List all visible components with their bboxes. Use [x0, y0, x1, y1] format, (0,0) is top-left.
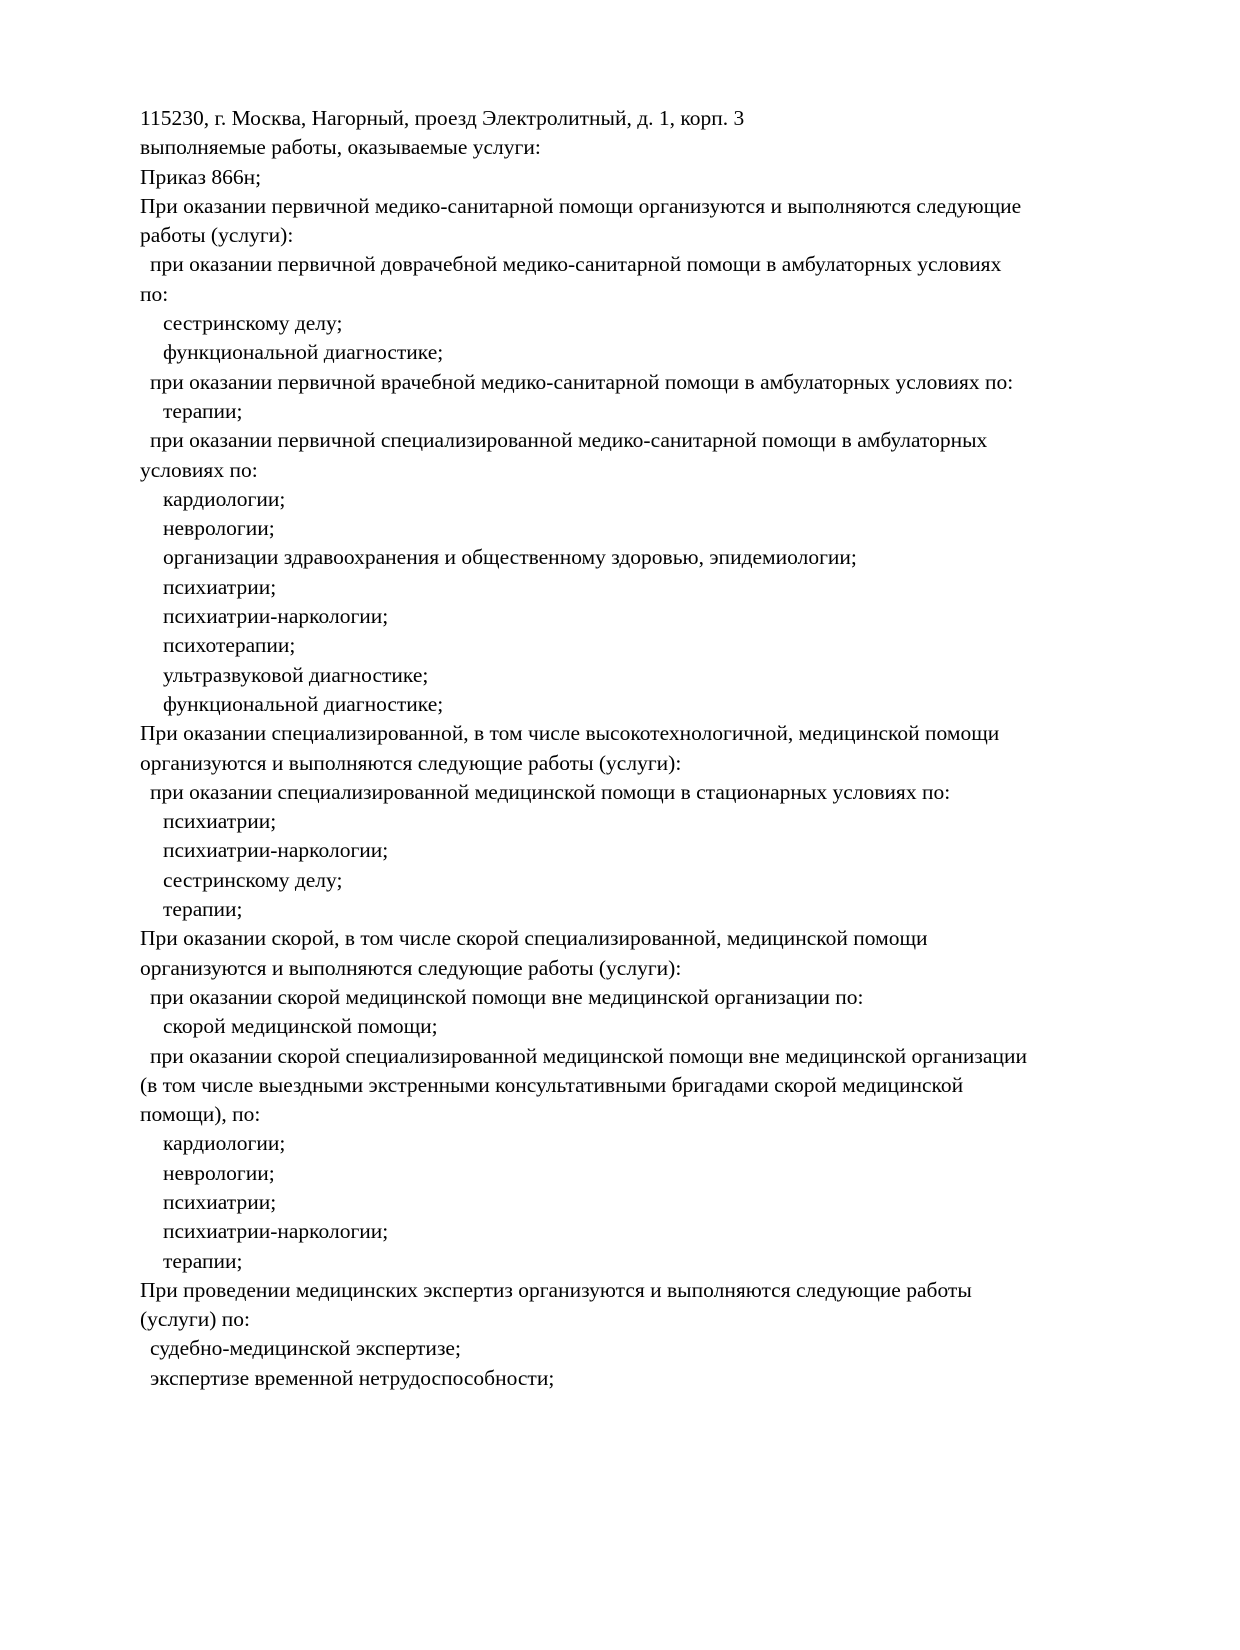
- document-line: при оказании скорой специализированной медицинской помощи вне медицинской организации: [150, 1043, 1027, 1068]
- document-line: кардиологии;: [163, 486, 286, 511]
- document-line: терапии;: [163, 398, 243, 423]
- document-line: неврологии;: [163, 516, 275, 541]
- document-line: при оказании первичной специализированной медико-санитарной помощи в амбулаторных: [150, 428, 988, 453]
- document-line: при оказании первичной врачебной медико-санитарной помощи в амбулаторных условиях по:: [150, 369, 1014, 394]
- document-line: терапии;: [163, 1248, 243, 1273]
- document-line: 115230, г. Москва, Нагорный, проезд Электролитный, д. 1, корп. 3: [140, 106, 745, 130]
- document-line: скорой медицинской помощи;: [163, 1014, 438, 1039]
- document-line: При оказании первичной медико-санитарной помощи организуются и выполняются следующие: [140, 193, 1022, 218]
- document-line: психиатрии-наркологии;: [163, 838, 389, 863]
- document-line: по:: [140, 281, 169, 306]
- document-line: при оказании специализированной медицинской помощи в стационарных условиях по:: [150, 779, 951, 804]
- document-line: (услуги) по:: [140, 1307, 251, 1332]
- document-line: сестринскому делу;: [163, 311, 343, 336]
- document-line: организации здравоохранения и общественному здоровью, эпидемиологии;: [163, 545, 857, 570]
- document-line: условиях по:: [140, 457, 258, 482]
- document-line: экспертизе временной нетрудоспособности;: [150, 1365, 555, 1390]
- document-line: сестринскому делу;: [163, 867, 343, 892]
- document-line: психиатрии-наркологии;: [163, 604, 389, 629]
- document-line: судебно-медицинской экспертизе;: [150, 1336, 461, 1361]
- document-line: терапии;: [163, 897, 243, 922]
- document-line: выполняемые работы, оказываемые услуги:: [140, 135, 541, 160]
- document-line: функциональной диагностике;: [163, 691, 444, 716]
- document-line: ультразвуковой диагностике;: [163, 662, 429, 687]
- document-text-block: [140, 104, 1110, 1393]
- document-line: при оказании первичной доврачебной медико-санитарной помощи в амбулаторных условиях: [150, 252, 1002, 277]
- document-line: психиатрии;: [163, 1189, 277, 1214]
- document-line: При оказании специализированной, в том числе высокотехнологичной, медицинской помощи: [140, 721, 1000, 746]
- document-line: организуются и выполняются следующие работы (услуги):: [140, 750, 682, 775]
- document-line: психиатрии-наркологии;: [163, 1219, 389, 1244]
- document-line: психотерапии;: [163, 633, 296, 658]
- document-line: помощи), по:: [140, 1102, 261, 1127]
- document-line: При проведении медицинских экспертиз организуются и выполняются следующие работы: [140, 1277, 972, 1302]
- document-line: функциональной диагностике;: [163, 340, 444, 365]
- document-line: психиатрии;: [163, 809, 277, 834]
- document-line: кардиологии;: [163, 1131, 286, 1156]
- document-line: работы (услуги):: [140, 223, 294, 248]
- document-line: (в том числе выездными экстренными консультативными бригадами скорой медицинской: [140, 1072, 964, 1097]
- document-line: Приказ 866н;: [140, 164, 262, 189]
- document-line: При оказании скорой, в том числе скорой специализированной, медицинской помощи: [140, 926, 928, 951]
- document-line: при оказании скорой медицинской помощи вне медицинской организации по:: [150, 984, 864, 1009]
- document-line: организуются и выполняются следующие работы (услуги):: [140, 955, 682, 980]
- document-line: психиатрии;: [163, 574, 277, 599]
- document-line: неврологии;: [163, 1160, 275, 1185]
